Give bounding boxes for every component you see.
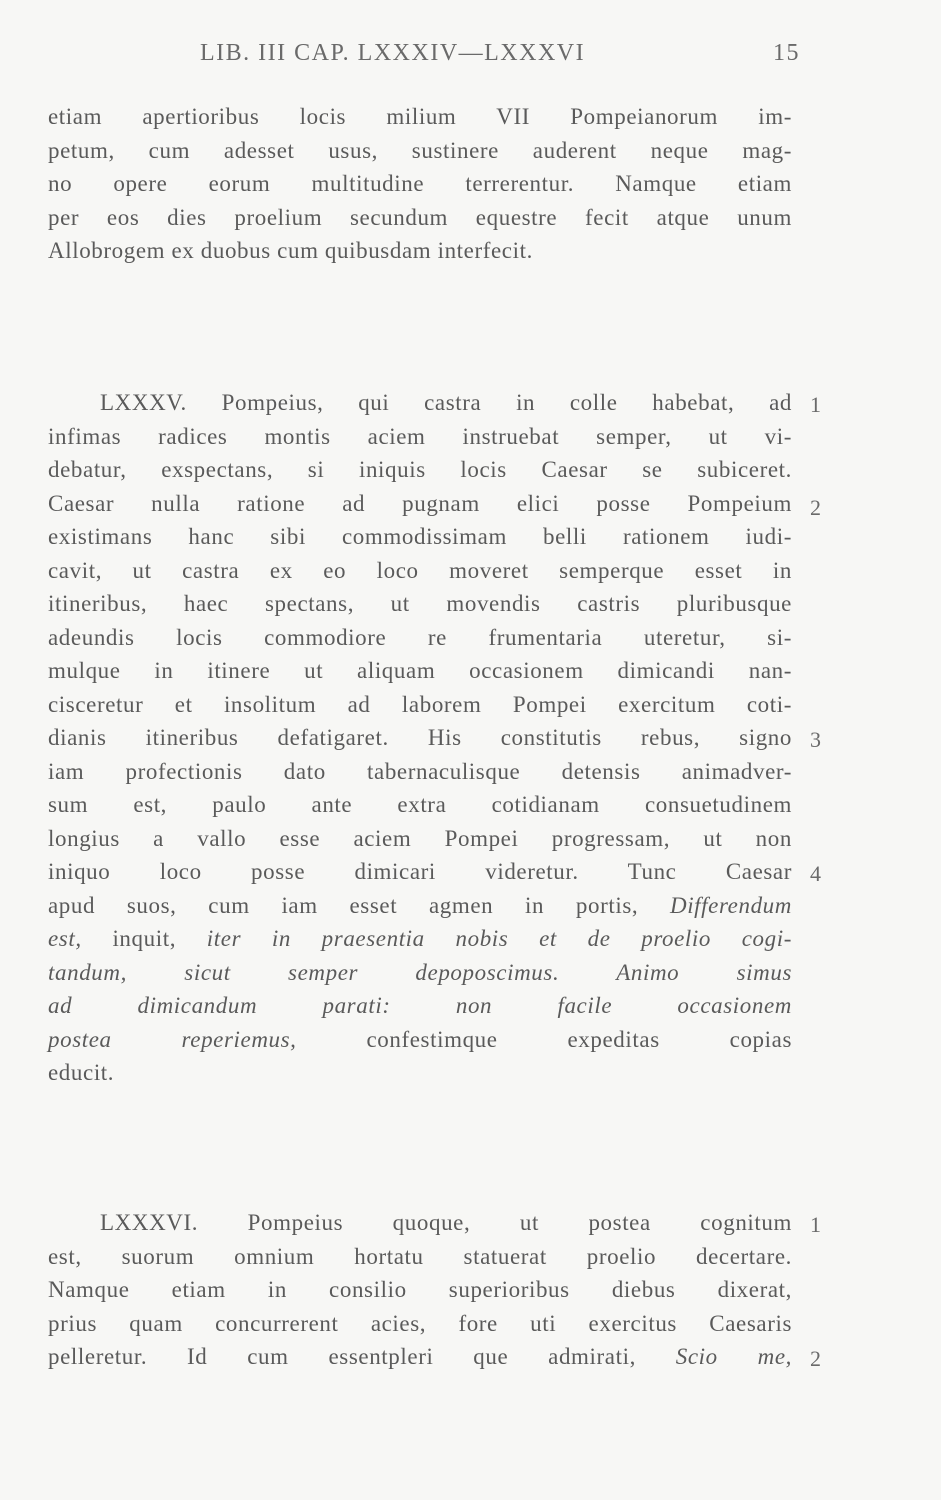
- text-line: est, suorum omnium hortatu statuerat proelio decertare.: [48, 1243, 792, 1269]
- text-span: confestimque expeditas copias: [366, 1026, 793, 1052]
- text-line: etiam apertioribus locis milium VII Pompeianorum im-: [48, 104, 792, 129]
- italic-span: Scio me,: [675, 1344, 792, 1369]
- text-line: [48, 989, 792, 1023]
- text-line: Namque etiam in consilio superioribus diebus dixerat,: [48, 1277, 792, 1302]
- text-line: itineribus, haec spectans, ut movendis castris pluribusque: [48, 591, 792, 616]
- section-number: 1: [810, 1212, 821, 1237]
- text-line: prius quam concurrerent acies, fore uti exercitus Caesaris: [48, 1310, 792, 1336]
- text-line: mulque in itinere ut aliquam occasionem dimicandi nan-: [48, 658, 792, 683]
- chapter-number: LXXXV.: [100, 390, 187, 415]
- chapter-86: [48, 1206, 792, 1374]
- text-line: Caesar nulla ratione ad pugnam elici posse Pompeium: [48, 490, 792, 516]
- italic-span: ad dimicandum parati: non facile occasionem: [48, 993, 792, 1018]
- text-line: per eos dies proelium secundum equestre fecit atque unum: [48, 204, 792, 230]
- text-line: [48, 1023, 792, 1057]
- chapter-85: [48, 386, 792, 1090]
- italic-span: est,: [48, 926, 82, 951]
- text-span: inquit,: [112, 926, 177, 951]
- text-line: [48, 956, 792, 990]
- text-span: Pompeius quoque, ut postea cognitum: [247, 1210, 792, 1235]
- page-number: 15: [773, 40, 800, 66]
- text-line: cisceretur et insolitum ad laborem Pompei exercitum coti-: [48, 691, 792, 717]
- text-span: apud suos, cum iam esset agmen in portis,: [48, 892, 639, 918]
- text-line: infimas radices montis aciem instruebat semper, ut vi-: [48, 423, 792, 449]
- section-number: 2: [810, 1346, 821, 1371]
- text-line: [48, 922, 792, 956]
- text-line: dianis itineribus defatigaret. His constitutis rebus, signo: [48, 725, 792, 750]
- text-line: adeundis locis commodiore re frumentaria uteretur, si-: [48, 624, 792, 650]
- text-line: existimans hanc sibi commodissimam belli rationem iudi-: [48, 524, 792, 549]
- italic-span: iter in praesentia nobis et de proelio cogi-: [206, 926, 792, 951]
- text-span: pelleretur. Id cum essentpleri que admirati,: [48, 1344, 636, 1369]
- running-title: LIB. III CAP. LXXXIV—LXXXVI: [200, 40, 586, 66]
- text-line: iam profectionis dato tabernaculisque detensis animadver-: [48, 758, 792, 784]
- italic-span: postea reperiemus,: [48, 1026, 297, 1052]
- chapter-first-line: [48, 1206, 792, 1240]
- text-line: cavit, ut castra ex eo loco moveret semperque esset in: [48, 557, 792, 583]
- chapter-number: LXXXVI.: [100, 1210, 199, 1235]
- chapter-first-line: [48, 386, 792, 420]
- italic-span: tandum, sicut semper depoposcimus. Animo simus: [48, 959, 792, 985]
- section-number: 2: [810, 495, 821, 520]
- text-line: [48, 889, 792, 923]
- text-span: Pompeius, qui castra in colle habebat, ad: [221, 390, 792, 415]
- text-line: [48, 1340, 792, 1374]
- italic-span: Differendum: [669, 892, 792, 918]
- text-line: Allobrogem ex duobus cum quibusdam interfecit.: [48, 238, 533, 263]
- text-line: petum, cum adesset usus, sustinere auderent neque mag-: [48, 137, 792, 163]
- section-number: 3: [810, 727, 821, 752]
- text-line: no opere eorum multitudine terrerentur. Namque etiam: [48, 171, 792, 196]
- section-number: 4: [810, 861, 821, 886]
- text-line: longius a vallo esse aciem Pompei progressam, ut non: [48, 825, 792, 851]
- text-line: educit.: [48, 1060, 115, 1085]
- text-line: iniquo loco posse dimicari videretur. Tunc Caesar: [48, 859, 792, 884]
- text-line: debatur, exspectans, si iniquis locis Caesar se subiceret.: [48, 457, 792, 482]
- text-line: sum est, paulo ante extra cotidianam consuetudinem: [48, 792, 792, 817]
- section-number: 1: [810, 392, 821, 417]
- paragraph-continuation: [48, 100, 792, 268]
